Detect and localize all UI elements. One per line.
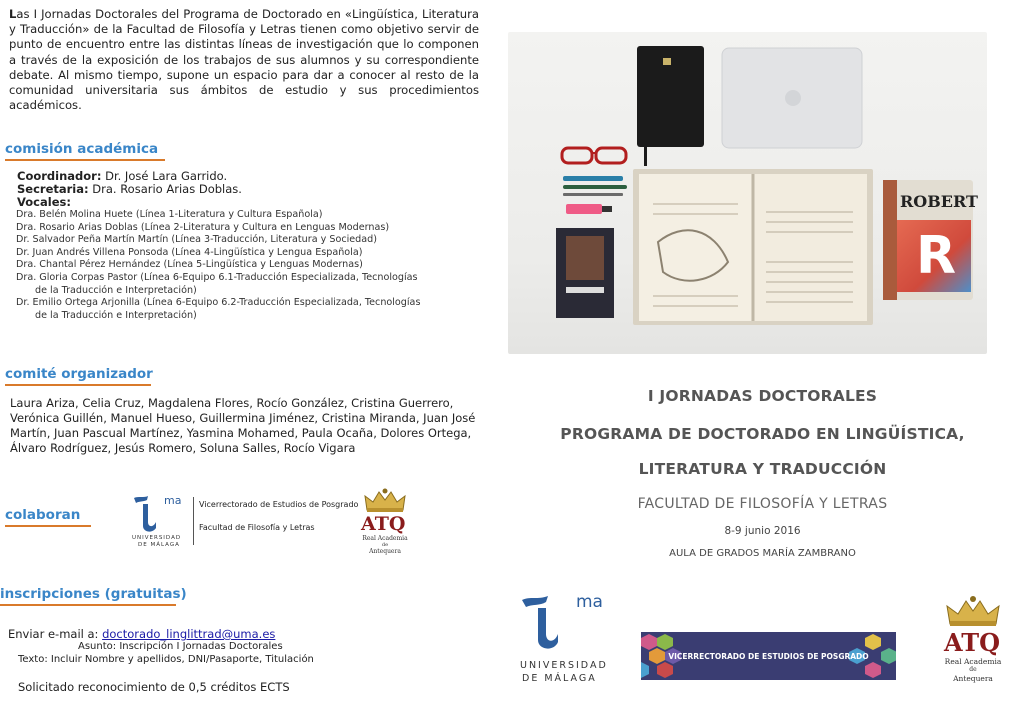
intro-paragraph <box>9 7 479 113</box>
comite-members: Laura Ariza, Celia Cruz, Magdalena Flores, Rocío González, Cristina Guerrero, Verónica Guillén, Manuel Hueso, Guillermina Jiménez, Cristina Miranda, Juan José Martín, Juan Pascual Martínez, Yasmina Mohamed, Paula Ocaña, Dolores Ortega, Álvaro Rodríguez, Jesús Romero, Soluna Salles, Rocío Vigara <box>10 396 476 455</box>
uma-mark-large: ma <box>576 592 603 612</box>
atq-logo-large <box>934 594 1012 686</box>
colaboran-heading <box>5 507 91 527</box>
colaboran-heading-text: colaboran <box>5 507 81 523</box>
asunto-line: Asunto: Inscripción I Jornadas Doctorales <box>78 641 283 652</box>
vocal-item-continuation: de la Traducción e Interpretación) <box>35 309 197 321</box>
vocal-item: Dr. Emilio Ortega Arjonilla (Línea 6-Equipo 6.2-Traducción Especializada, Tecnologías <box>16 297 421 309</box>
event-title-1: I JORNADAS DOCTORALES <box>647 387 878 405</box>
atq-text-small: ATQ <box>361 513 406 535</box>
inscripciones-block <box>8 627 478 694</box>
uma-mark-small: ma <box>164 494 182 507</box>
open-book-icon <box>633 169 873 325</box>
vocal-item: Dr. Juan Andrés Villena Ponsoda (Línea 4-Lingüística y Lengua Española) <box>16 246 363 258</box>
real-academia-small-2: de <box>381 542 389 548</box>
colaboran-underline <box>5 525 91 527</box>
event-venue: AULA DE GRADOS MARÍA ZAMBRANO <box>669 548 856 559</box>
event-dates: 8-9 junio 2016 <box>724 525 801 537</box>
vocal-item: Dra. Rosario Arias Doblas (Línea 2-Literatura y Cultura en Lenguas Modernas) <box>16 221 390 233</box>
uma-name-large-2: DE MÁLAGA <box>522 673 597 684</box>
comite-underline <box>5 384 151 386</box>
atq-logo-small <box>355 486 415 558</box>
posgrado-banner-text: VICERRECTORADO DE ESTUDIOS DE POSGRADO <box>668 652 869 661</box>
pen-icon <box>563 176 623 181</box>
glasses-icon <box>562 148 626 163</box>
coordinador-label: Coordinador: <box>17 169 102 183</box>
crown-large-icon <box>934 594 1012 628</box>
faculty-name: FACULTAD DE FILOSOFÍA Y LETRAS <box>637 496 888 512</box>
inscripciones-heading-text: inscripciones (gratuitas) <box>0 586 187 602</box>
highlighter-icon <box>566 204 602 214</box>
real-academia-large-2: de <box>969 666 977 673</box>
uma-name-small-2: DE MÁLAGA <box>138 542 180 548</box>
vicerrectorado-text: Vicerrectorado de Estudios de Posgrado <box>199 500 359 509</box>
email-line <box>8 627 478 641</box>
intro-text: as I Jornadas Doctorales del Programa de Doctorado en «Lingüística, Literatura y Traducción» de la Facultad de Filosofía y Letras tienen como objetivo servir de punto de encuentro entre las distintas líneas de investigación que lo componen a través de la exposición de los trabajos de sus alumnos y su correspondiente debate. Al mismo tiempo, supone un espacio para dar a conocer al resto de la comunidad universitaria sus ámbitos de estudio y sus procedimientos académicos. <box>9 7 479 113</box>
vocales-label-row <box>17 196 477 209</box>
logo-divider <box>193 497 194 545</box>
secretaria-name: Dra. Rosario Arias Doblas. <box>88 182 242 196</box>
real-academia-small-3: Antequera <box>369 548 401 555</box>
cover-photo <box>508 32 987 354</box>
vocal-item-continuation: de la Traducción e Interpretación) <box>35 284 197 296</box>
secretaria-row <box>17 183 477 196</box>
uma-name-small-1: UNIVERSIDAD <box>132 535 182 541</box>
real-academia-large-1: Real Academia <box>944 657 1002 666</box>
posgrado-banner <box>641 632 896 680</box>
coordinador-name: Dr. José Lara Garrido. <box>101 169 228 183</box>
crown-icon <box>355 486 415 514</box>
event-title-3: LITERATURA Y TRADUCCIÓN <box>638 460 887 478</box>
uma-logo-small <box>128 492 198 554</box>
comite-heading <box>5 366 157 386</box>
vocal-item: Dra. Chantal Pérez Hernández (Línea 5-Lingüística y Lenguas Modernas) <box>16 259 363 271</box>
uma-symbol-icon <box>128 492 198 538</box>
email-link[interactable]: doctorado_linglittrad@uma.es <box>102 627 276 641</box>
credits-line: Solicitado reconocimiento de 0,5 créditos ECTS <box>18 680 290 694</box>
dictionary-letter: R <box>916 226 957 286</box>
facultad-text: Facultad de Filosofía y Letras <box>199 523 315 532</box>
real-academia-small-1: Real Academia <box>362 535 408 542</box>
comision-list <box>17 170 477 322</box>
intro-first-letter: L <box>9 7 17 21</box>
comision-heading <box>5 141 165 161</box>
vocal-item: Dr. Salvador Peña Martín Martín (Línea 3-Traducción, Literatura y Sociedad) <box>16 234 377 246</box>
comision-heading-text: comisión académica <box>5 141 159 157</box>
real-academia-large-3: Antequera <box>953 674 993 683</box>
vocales-label: Vocales: <box>17 195 71 209</box>
inscripciones-heading <box>0 586 191 606</box>
dictionary-title: ROBERT <box>900 192 978 211</box>
uma-name-large-1: UNIVERSIDAD <box>520 660 608 671</box>
email-prefix: Enviar e-mail a: <box>8 627 103 641</box>
comision-underline <box>5 159 165 161</box>
vocal-item: Dra. Belén Molina Huete (Línea 1-Literatura y Cultura Española) <box>16 209 323 220</box>
secretaria-label: Secretaria: <box>17 182 89 196</box>
texto-line: Texto: Incluir Nombre y apellidos, DNI/Pasaporte, Titulación <box>18 653 314 665</box>
uma-logo-large <box>516 590 616 686</box>
event-title-2: PROGRAMA DE DOCTORADO EN LINGÜÍSTICA, <box>560 425 965 443</box>
inscripciones-underline <box>0 604 176 606</box>
atq-text-large: ATQ <box>944 628 1001 657</box>
vocal-item: Dra. Gloria Corpas Pastor (Línea 6-Equipo 6.1-Traducción Especializada, Tecnologías <box>16 271 418 283</box>
comite-heading-text: comité organizador <box>5 366 153 382</box>
